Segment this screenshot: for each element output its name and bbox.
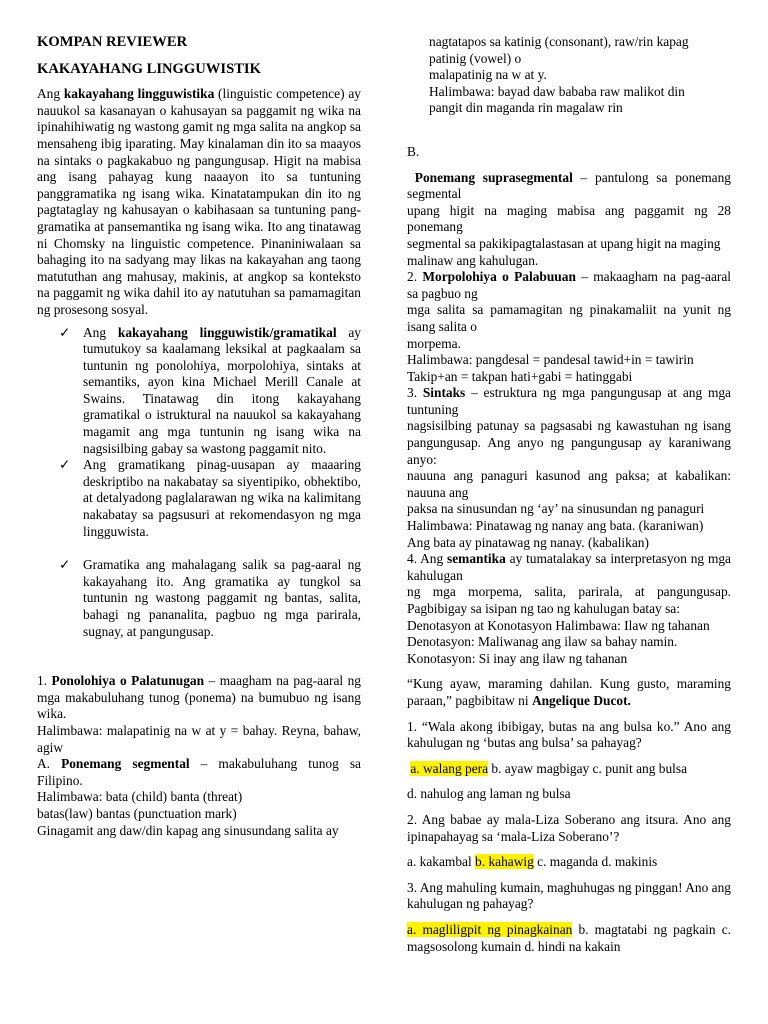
question-3-choices: a. magliligpit ng pinagkainan b. magtatabi ng pagkain c. magsosolong kumain d. hindi na kakain <box>407 921 731 954</box>
document-title: KOMPAN REVIEWER <box>37 34 188 50</box>
answer-highlight: b. kahawig <box>475 854 534 870</box>
daw-din-continuation: nagtatapos sa katinig (consonant), raw/rin kapag patinig (vowel) o malapatinig na w at y. Halimbawa: bayad daw bababa raw malikot din pangit din maganda rin magalaw rin <box>429 34 689 116</box>
left-column <box>37 34 361 839</box>
answer-highlight: a. magliligpit ng pinagkainan <box>407 921 573 937</box>
ponolohiya-example: Halimbawa: malapatinig na w at y = bahay. Reyna, bahaw, agiw <box>37 722 361 755</box>
bullet-item: ✓ Ang gramatikang pinag-uusapan ay maaaring deskriptibo na nakabatay sa siyentipiko, obhektibo, at detalyadong paglalarawan ng wika na kalimitang nakabatay sa pagsusuri at rekomendasyon ng mga lingguwista. <box>59 457 361 539</box>
answer-highlight: a. walang pera <box>410 760 489 776</box>
bullet-list <box>37 325 361 641</box>
segmental-definition: A. Ponemang segmental – makabuluhang tunog sa Filipino. <box>37 756 361 788</box>
morpolohiya-section: 2. Morpolohiya o Palabuuan – makaagham na pag-aaral sa pagbuo ng mga salita sa pamamagitan ng pinakamaliit na yunit ng isang salita o morpema. Halimbawa: pangdesal = pandesal tawid+in = tawirin Takip+an = takpan hati+gabi = hatinggabi <box>407 269 732 384</box>
check-icon: ✓ <box>59 324 71 340</box>
list-label-b: B. <box>407 143 420 159</box>
question-2-choices: a. kakambal b. kahawig c. maganda d. makinis <box>407 854 658 870</box>
question-1: 1. “Wala akong ibibigay, butas na ang bulsa ko.” Ano ang kahulugan ng ‘butas ang bulsa’ sa pahayag? <box>407 718 731 751</box>
question-1-choices: d. nahulog ang laman ng bulsa <box>407 786 571 802</box>
segmental-example: batas(law) bantas (punctuation mark) <box>37 805 237 821</box>
daw-din-rule: Ginagamit ang daw/din kapag ang sinusundang salita ay <box>37 822 339 838</box>
question-3: 3. Ang mahuling kumain, maghuhugas ng pinggan! Ano ang kahulugan ng pahayag? <box>407 879 731 912</box>
ponolohiya-definition: 1. Ponolohiya o Palatunugan – maagham na pag-aaral ng mga makabuluhang tunog (ponema) na bumubuo ng isang wika. <box>37 673 362 722</box>
intro-paragraph: Ang kakayahang lingguwistika (linguistic competence) ay nauukol sa kasanayan o kahusayan sa paggamit ng wika na ipinahihiwatig ng wastong gamit ng mga salita na angkop sa mensaheng ibig iparating. May kinalaman din ito sa maayos na sintaks o pagkakabuo ng pangungusap. Higit na mabisa ang isang pahayag kung naaayon ito sa tuntuning panggramatika ng isang wika. Kinatatampukan din ito ng pagtataglay ng kahusayan o kabihasaan sa tuntuning pang-gramatika at pansemantika ng isang wika. Ito ang tinatawag ni Chomsky na linguistic competence. Pinaniniwalaan sa bahaging ito na sadyang may likas na kakayahan ang taong matututhan ang mahusay, makinis, at angkop sa konteksto na paggamit ng wika dahil ito ay natutuhan sa pamamagitan ng prosesong sosyal. <box>37 86 361 317</box>
bullet-item: ✓ Ang kakayahang lingguwistik/gramatikal ay tumutukoy sa kaalamang leksikal at pagkaalam sa tuntunin ng ponolohiya, morpolohiya, sintaks at semantiks, ayon kina Michael Merill Canale at Swains. Tinatawag din itong kakayahang gramatikal o istruktural na nauukol sa kakayahang magamit ang mga tuntunin ng isang wika na nagsisilbing gabay sa wastong paggamit nito. <box>59 324 361 456</box>
bullet-item: ✓ Gramatika ang mahalagang salik sa pag-aaral ng kakayahang ito. Ang gramatika ay tungkol sa tuntunin ng wastong paggamit ng bantas, salita, bahagi ng pananalita, pagbuo ng mga parirala, sugnay, at pangungusap. <box>59 557 361 639</box>
sintaks-section: 3. Sintaks – estruktura ng mga pangungusap at ang mga tuntuning nagsisilbing patunay sa pagsasabi ng kawastuhan ng isang pangungusap. Ang anyo ng pangungusap ay karaniwang anyo: nauuna ang panaguri kasunod ang paksa; at kabalikan: nauuna ang paksa na sinusundan ng ‘ay’ na sinusundan ng panaguri Halimbawa: Pinatawag ng nanay ang bata. (karaniwan) Ang bata ay pinatawag ng nanay. (kabalikan) <box>407 385 731 550</box>
check-icon: ✓ <box>59 557 71 573</box>
ponolohiya-section <box>37 673 361 839</box>
right-column <box>407 34 731 955</box>
section-heading: KAKAYAHANG LINGGUWISTIK <box>37 60 261 77</box>
quote: “Kung ayaw, maraming dahilan. Kung gusto, maraming paraan,” pagbibitaw ni Angelique Ducot. <box>407 676 731 708</box>
question-2: 2. Ang babae ay mala-Liza Soberano ang itsura. Ano ang ipinapahayag sa ‘mala-Liza Soberano’? <box>407 811 731 844</box>
semantika-section: 4. Ang semantika ay tumatalakay sa interpretasyon ng mga kahulugan ng mga morpema, salita, parirala, at pangungusap. Pagbibigay sa isipan ng tao ng kahulugan batay sa: Denotasyon at Konotasyon Halimbawa: Ilaw ng tahanan Denotasyon: Maliwanag ang ilaw sa bahay namin. Konotasyon: Si inay ang ilaw ng tahanan <box>407 551 732 666</box>
suprasegmental-section: Ponemang suprasegmental – pantulong sa ponemang segmental upang higit na maging mabisa ang paggamit ng 28 ponemang segmental sa pakikipagtalastasan at upang higit na maging malinaw ang kahulugan. <box>407 169 731 268</box>
check-icon: ✓ <box>59 457 71 473</box>
segmental-example: Halimbawa: bata (child) banta (threat) <box>37 789 243 805</box>
question-1-choices: a. walang pera b. ayaw magbigay c. punit ang bulsa <box>410 760 688 776</box>
